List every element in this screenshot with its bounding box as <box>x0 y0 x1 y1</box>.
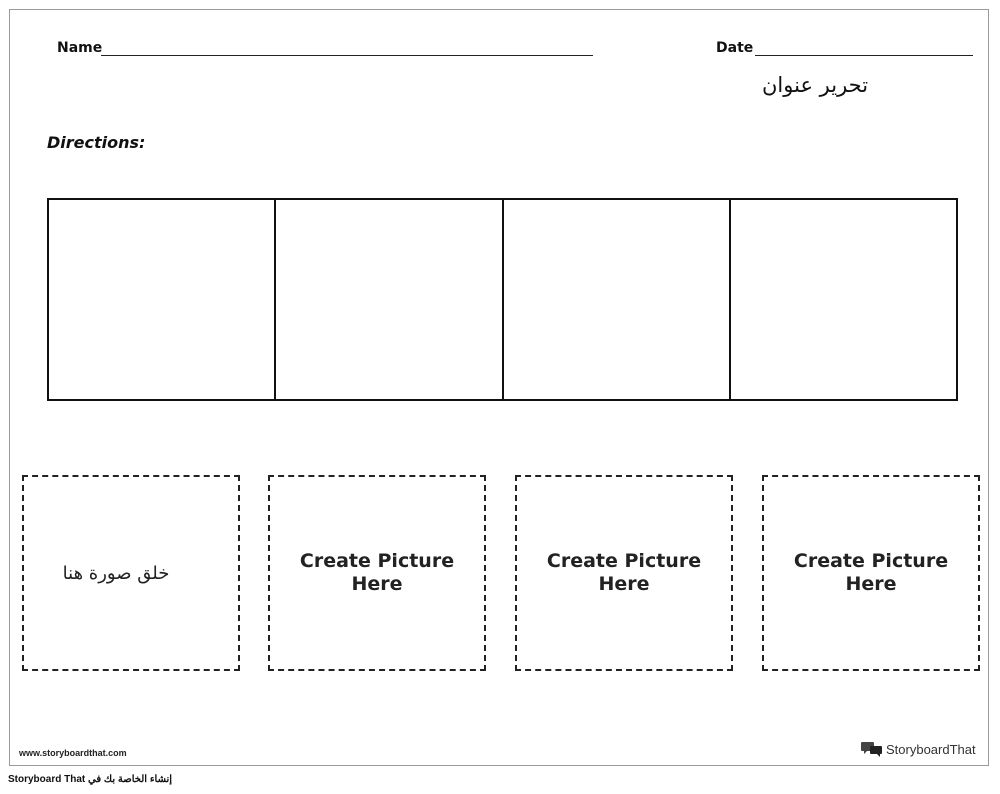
brand-logo <box>861 740 976 758</box>
picture-box-label: خلق صورة هنا <box>62 562 170 584</box>
name-label: Name <box>57 40 103 56</box>
name-field-line[interactable] <box>101 55 593 56</box>
picture-box-3[interactable] <box>515 475 733 671</box>
picture-box-label: Create Picture Here <box>299 550 455 595</box>
storyboard-strip <box>47 198 958 401</box>
picture-box-label: Create Picture Here <box>793 550 949 595</box>
picture-box-label: Create Picture Here <box>546 550 702 595</box>
storyboard-cell-2[interactable] <box>276 200 503 399</box>
worksheet-title[interactable]: تحرير عنوان <box>762 73 869 97</box>
footer-credit: إنشاء الخاصة بك في Storyboard That <box>8 774 173 785</box>
date-label: Date <box>716 40 754 56</box>
storyboard-cell-4[interactable] <box>731 200 956 399</box>
storyboard-cell-3[interactable] <box>504 200 731 399</box>
picture-box-2[interactable] <box>268 475 486 671</box>
directions-label: Directions: <box>47 133 146 152</box>
website-url: www.storyboardthat.com <box>19 748 127 758</box>
storyboard-cell-1[interactable] <box>49 200 276 399</box>
picture-box-4[interactable] <box>762 475 980 671</box>
date-field-line[interactable] <box>755 55 973 56</box>
brand-name: StoryboardThat <box>886 741 976 757</box>
picture-box-1[interactable] <box>22 475 240 671</box>
speech-bubbles-icon <box>861 740 883 758</box>
